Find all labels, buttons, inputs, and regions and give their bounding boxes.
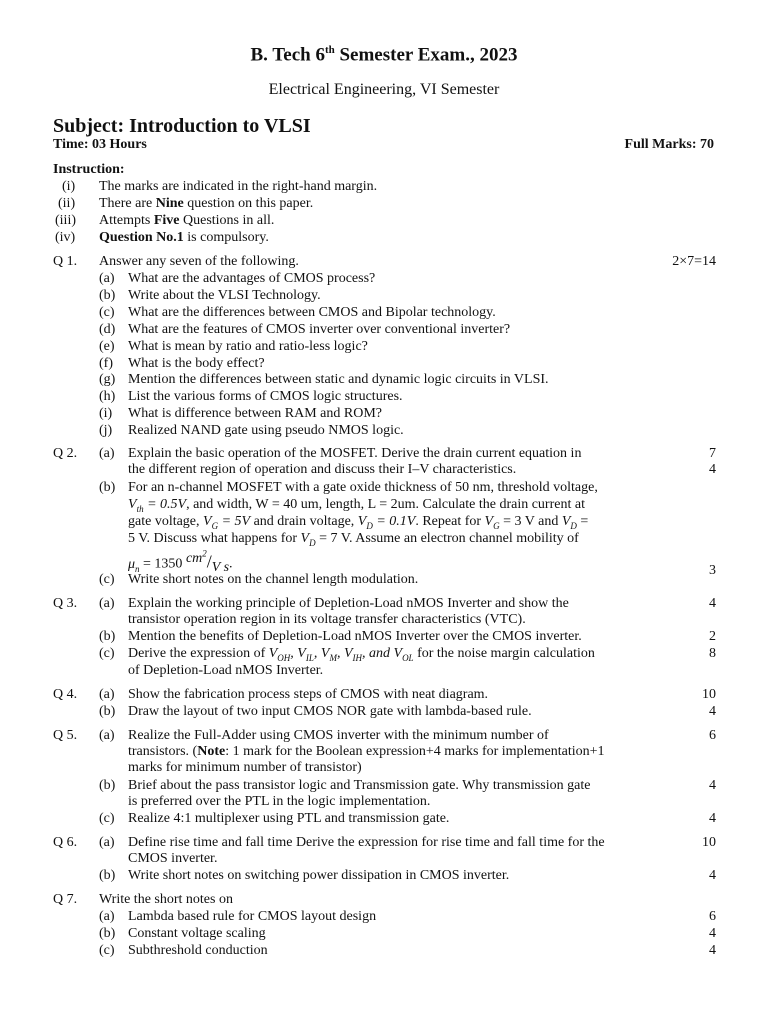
part-label: (a) [99,596,115,611]
part-text: marks for minimum number of transistor) [128,760,362,775]
part-marks: 4 [709,596,716,611]
part-text: Explain the working principle of Depletion-Load nMOS Inverter and show the [128,596,569,611]
part-text: of Depletion-Load nMOS Inverter. [128,663,324,678]
part-label: (b) [99,778,116,793]
question-text: Write the short notes on [99,892,233,907]
part-marks: 4 [709,925,716,941]
part-marks: 6 [709,909,716,924]
part-text: Write short notes on the channel length modulation. [128,572,419,587]
part-text: What is mean by ratio and ratio-less logic? [128,338,368,354]
part-label: (g) [99,372,116,388]
part-text: 5 V. Discuss what happens for $V_D = 7$ V. Assume an electron channel mobility of [128,531,579,548]
part-label: (b) [99,287,116,303]
instruction-heading: Instruction: [53,162,125,177]
part-label: (h) [99,389,116,405]
part-text: Derive the expression of $V_{OH}$, $V_{IL}$, $V_M$, $V_{IH}$, and $V_{OL}$ for the noise margin calculation [128,646,595,663]
instruction-num: (ii) [58,196,76,211]
instruction-text: The marks are indicated in the right-hand margin. [99,179,378,194]
instruction-num: (iii) [55,213,76,228]
time-label: Time: 03 Hours [53,137,147,152]
part-label: (b) [99,480,116,495]
part-marks: 2 [709,629,716,644]
instruction-text: There are Nine question on this paper. [99,196,314,211]
part-text: For an n-channel MOSFET with a gate oxide thickness of 50 nm, threshold voltage, [128,480,598,495]
question-label: Q 6. [53,835,78,850]
part-label: (b) [99,868,116,883]
part-label: (b) [99,704,116,719]
part-label: (c) [99,811,115,826]
part-label: (c) [99,942,115,958]
part-label: (i) [99,406,113,422]
subject-heading: Subject: Introduction to VLSI [53,115,311,137]
part-text: What are the differences between CMOS and Bipolar technology. [128,304,496,320]
part-marks: 4 [709,811,716,826]
part-text: Write about the VLSI Technology. [128,287,321,303]
question-label: Q 5. [53,728,78,743]
part-marks: 4 [709,942,716,958]
part-marks: 10 [702,835,716,850]
instruction-text: Attempts Five Questions in all. [99,213,275,228]
part-text: Realize 4:1 multiplexer using PTL and transmission gate. [128,811,450,826]
part-label: (c) [99,572,115,587]
part-label: (e) [99,338,115,354]
question-label: Q 4. [53,687,78,702]
part-text: What is the body effect? [128,355,265,371]
part-text: Constant voltage scaling [128,925,266,941]
part-label: (a) [99,446,115,461]
part-label: (a) [99,271,115,286]
part-label: (b) [99,629,116,644]
department-line: Electrical Engineering, VI Semester [268,81,500,98]
part-label: (f) [99,355,113,371]
part-marks: 7 [709,446,716,461]
part-label: (a) [99,909,115,924]
part-marks: 8 [709,646,716,661]
part-text: What is difference between RAM and ROM? [128,406,382,422]
part-text: Mention the benefits of Depletion-Load nMOS Inverter over the CMOS inverter. [128,629,582,644]
part-text: Lambda based rule for CMOS layout design [128,909,377,924]
part-label: (d) [99,321,116,337]
part-label: (a) [99,835,115,850]
question-text: Answer any seven of the following. [99,254,299,269]
part-text: CMOS inverter. [128,851,218,866]
instruction-num: (iv) [55,230,76,245]
part-label: (j) [99,423,113,439]
part-text: Draw the layout of two input CMOS NOR gate with lambda-based rule. [128,704,532,719]
part-label: (b) [99,925,116,941]
part-marks: 10 [702,687,716,702]
part-label: (a) [99,687,115,702]
full-marks-label: Full Marks: 70 [624,137,714,152]
part-text: Write short notes on switching power dissipation in CMOS inverter. [128,868,510,883]
part-text: Realized NAND gate using pseudo NMOS logic. [128,423,404,439]
part-text: Brief about the pass transistor logic and Transmission gate. Why transmission gate [128,778,591,793]
part-marks: 4 [709,462,716,477]
part-text: is preferred over the PTL in the logic implementation. [128,794,431,809]
part-text: What are the features of CMOS inverter over conventional inverter? [128,321,511,337]
part-label: (a) [99,728,115,743]
part-text: What are the advantages of CMOS process? [128,271,376,286]
question-label: Q 1. [53,254,78,269]
instruction-text: Question No.1 is compulsory. [99,230,269,245]
part-text: List the various forms of CMOS logic structures. [128,389,403,405]
part-marks: 6 [709,728,716,743]
part-marks: 3 [709,563,716,578]
part-marks: 4 [709,868,716,883]
question-label: Q 2. [53,446,78,461]
part-text: $V_{th} = 0.5V$, and width, W = 40 um, length, L = 2um. Calculate the drain current at [128,497,585,514]
part-text: Realize the Full-Adder using CMOS inverter with the minimum number of [128,728,549,743]
part-text: gate voltage, $V_G = 5V$ and drain voltage, $V_D = 0.1V$. Repeat for $V_G = 3$ V and $V_D$ = [128,514,589,531]
part-text: Mention the differences between static and dynamic logic circuits in VLSI. [128,372,549,388]
part-label: (c) [99,304,115,320]
part-text: Explain the basic operation of the MOSFET. Derive the drain current equation in [128,446,582,461]
part-text: Define rise time and fall time Derive the expression for rise time and fall time for the [128,835,605,850]
instruction-num: (i) [62,179,76,194]
part-text: transistors. (Note: 1 mark for the Boolean expression+4 marks for implementation+1 [128,744,605,759]
part-text: $\mu_n = 1350$ $cm^2/V$ s. [128,548,233,575]
part-marks: 4 [709,778,716,793]
part-text: Subthreshold conduction [128,942,268,958]
question-label: Q 3. [53,596,78,611]
part-text: Show the fabrication process steps of CMOS with neat diagram. [128,687,489,702]
part-text: transistor operation region in its voltage transfer characteristics (VTC). [128,612,526,627]
exam-title: B. Tech 6th Semester Exam., 2023 [250,44,518,66]
part-marks: 4 [709,704,716,719]
part-text: the different region of operation and discuss their I–V characteristics. [128,462,517,477]
question-label: Q 7. [53,892,78,907]
question-marks: 2×7=14 [672,254,716,269]
part-label: (c) [99,646,115,661]
